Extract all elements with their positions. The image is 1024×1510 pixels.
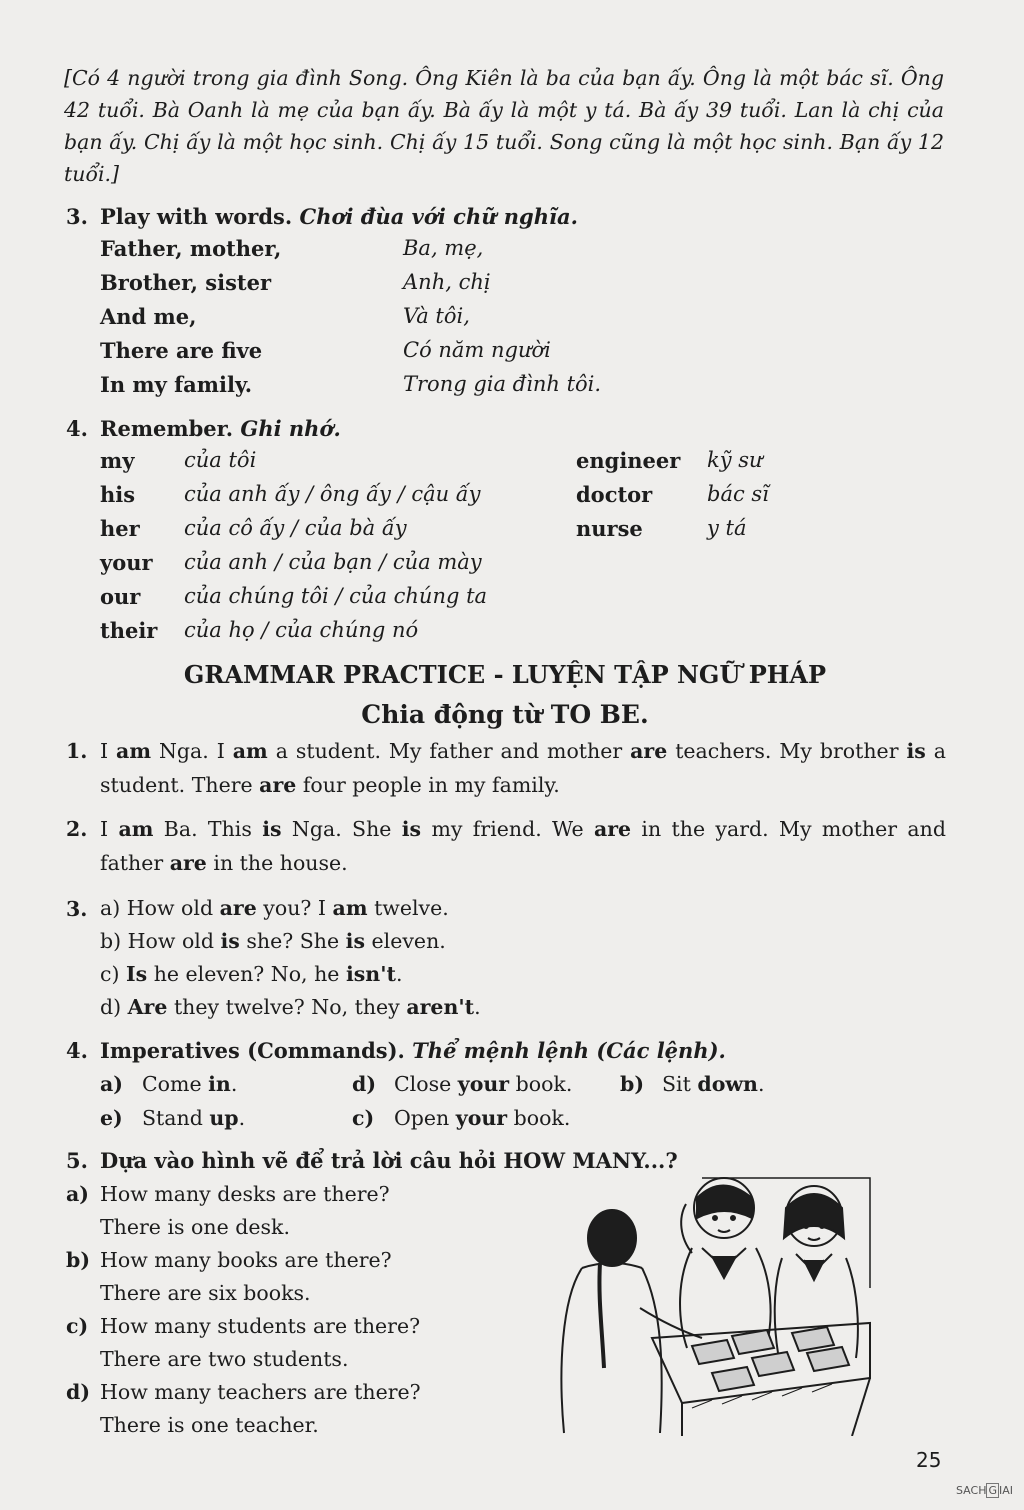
vocab-row: [100, 482, 860, 516]
ex3-b: b) How old is she? She is eleven.: [100, 929, 446, 953]
vocab-row: [100, 618, 860, 652]
vocab-meaning: kỹ sư: [707, 448, 763, 472]
vocab-meaning: của chúng tôi / của chúng ta: [184, 584, 488, 608]
poem-vi: Trong gia đình tôi.: [403, 372, 602, 396]
command-d: d) Close your book.: [352, 1072, 573, 1096]
vocab-meaning: y tá: [707, 516, 747, 540]
poem-en: Brother, sister: [100, 270, 272, 295]
command-e: e) Stand up.: [100, 1106, 246, 1130]
question-a: a) How many desks are there?: [66, 1182, 390, 1206]
poem-line: [100, 338, 800, 372]
vocab-meaning: của anh / của bạn / của mày: [184, 550, 482, 574]
exercise-3: [66, 892, 946, 1024]
poem-line: [100, 372, 800, 406]
poem-en: And me,: [100, 304, 197, 329]
poem-vi: Và tôi,: [403, 304, 470, 328]
page-number: 25: [916, 1448, 942, 1472]
vocab-word: our: [100, 584, 141, 609]
poem-en: In my family.: [100, 372, 253, 397]
exercise-number: 3.: [66, 897, 88, 921]
vocab-word: her: [100, 516, 140, 541]
classroom-illustration: [552, 1168, 872, 1436]
vocab-meaning: của anh ấy / ông ấy / cậu ấy: [184, 482, 481, 506]
exercise-2: 2. I am Ba. This is Nga. She is my friend. We are in the yard. My mother and father are in the house.: [66, 812, 946, 880]
section4-number: 4.: [66, 416, 88, 441]
poem: [100, 236, 800, 406]
vocab-row: [100, 550, 860, 584]
poem-en: There are five: [100, 338, 263, 363]
vocab-word: engineer: [576, 448, 681, 473]
section4-heading: [66, 416, 341, 441]
section3-title: Play with words.: [100, 204, 293, 229]
ex3-a: a) How old are you? I am twelve.: [100, 896, 449, 920]
vocab-word: his: [100, 482, 136, 507]
question-d: d) How many teachers are there?: [66, 1380, 421, 1404]
intro-translation: [Có 4 người trong gia đình Song. Ông Kiên là ba của bạn ấy. Ông là một bác sĩ. Ông 42 tuổi. Bà Oanh là mẹ của bạn ấy. Bà ấy là một y tá. Bà ấy 39 tuổi. Lan là chị của bạn ấy. Chị ấy là một học sinh. Chị ấy 15 tuổi. Song cũng là một học sinh. Bạn ấy 12 tuổi.]: [64, 66, 944, 186]
section4-title-vi: Ghi nhớ.: [240, 416, 341, 441]
command-c: c) Open your book.: [352, 1106, 571, 1130]
section3-title-vi: Chơi đùa với chữ nghĩa.: [299, 204, 578, 229]
command-a: a) Come in.: [100, 1072, 238, 1096]
exercise-1: 1. I am Nga. I am a student. My father and mother are teachers. My brother is a student. There are four people in my family.: [66, 734, 946, 802]
vocab-meaning: của tôi: [184, 448, 257, 472]
site-logo: SACH G IAI: [956, 1484, 1014, 1497]
poem-vi: Anh, chị: [403, 270, 491, 294]
answer-c: There are two students.: [100, 1347, 349, 1371]
poem-vi: Có năm người: [403, 338, 551, 362]
section3-heading: [66, 204, 578, 229]
vocab-word: nurse: [576, 516, 643, 541]
ex3-d: d) Are they twelve? No, they aren't.: [100, 995, 481, 1019]
grammar-title: GRAMMAR PRACTICE - LUYỆN TẬP NGỮ PHÁP: [183, 660, 827, 689]
exercise-number: 1.: [66, 739, 88, 763]
vocab-meaning: của họ / của chúng nó: [184, 618, 419, 642]
poem-vi: Ba, mẹ,: [403, 236, 484, 260]
exercise-5-heading: 5. Dựa vào hình vẽ để trả lời câu hỏi HOW MANY...?: [66, 1148, 678, 1173]
command-b: b) Sit down.: [620, 1072, 765, 1096]
question-c: c) How many students are there?: [66, 1314, 421, 1338]
exercise-4-heading: 4. Imperatives (Commands). Thể mệnh lệnh (Các lệnh).: [66, 1038, 726, 1063]
question-b: b) How many books are there?: [66, 1248, 392, 1272]
ex3-c: c) Is he eleven? No, he isn't.: [100, 962, 403, 986]
vocab-word: your: [100, 550, 153, 575]
vocab-row: [100, 516, 860, 550]
answer-d: There is one teacher.: [100, 1413, 319, 1437]
section4-title: Remember.: [100, 416, 234, 441]
vocab-meaning: của cô ấy / của bà ấy: [184, 516, 407, 540]
poem-line: [100, 304, 800, 338]
vocab-meaning: bác sĩ: [707, 482, 769, 506]
poem-en: Father, mother,: [100, 236, 282, 261]
section3-number: 3.: [66, 204, 88, 229]
vocab-list: [100, 448, 860, 652]
vocab-row: [100, 584, 860, 618]
vocab-word: my: [100, 448, 135, 473]
vocab-word: doctor: [576, 482, 653, 507]
poem-line: [100, 236, 800, 270]
answer-a: There is one desk.: [100, 1215, 290, 1239]
exercise-number: 2.: [66, 817, 88, 841]
poem-line: [100, 270, 800, 304]
vocab-row: [100, 448, 860, 482]
grammar-subtitle: Chia động từ TO BE.: [361, 700, 649, 729]
vocab-word: their: [100, 618, 158, 643]
answer-b: There are six books.: [100, 1281, 311, 1305]
